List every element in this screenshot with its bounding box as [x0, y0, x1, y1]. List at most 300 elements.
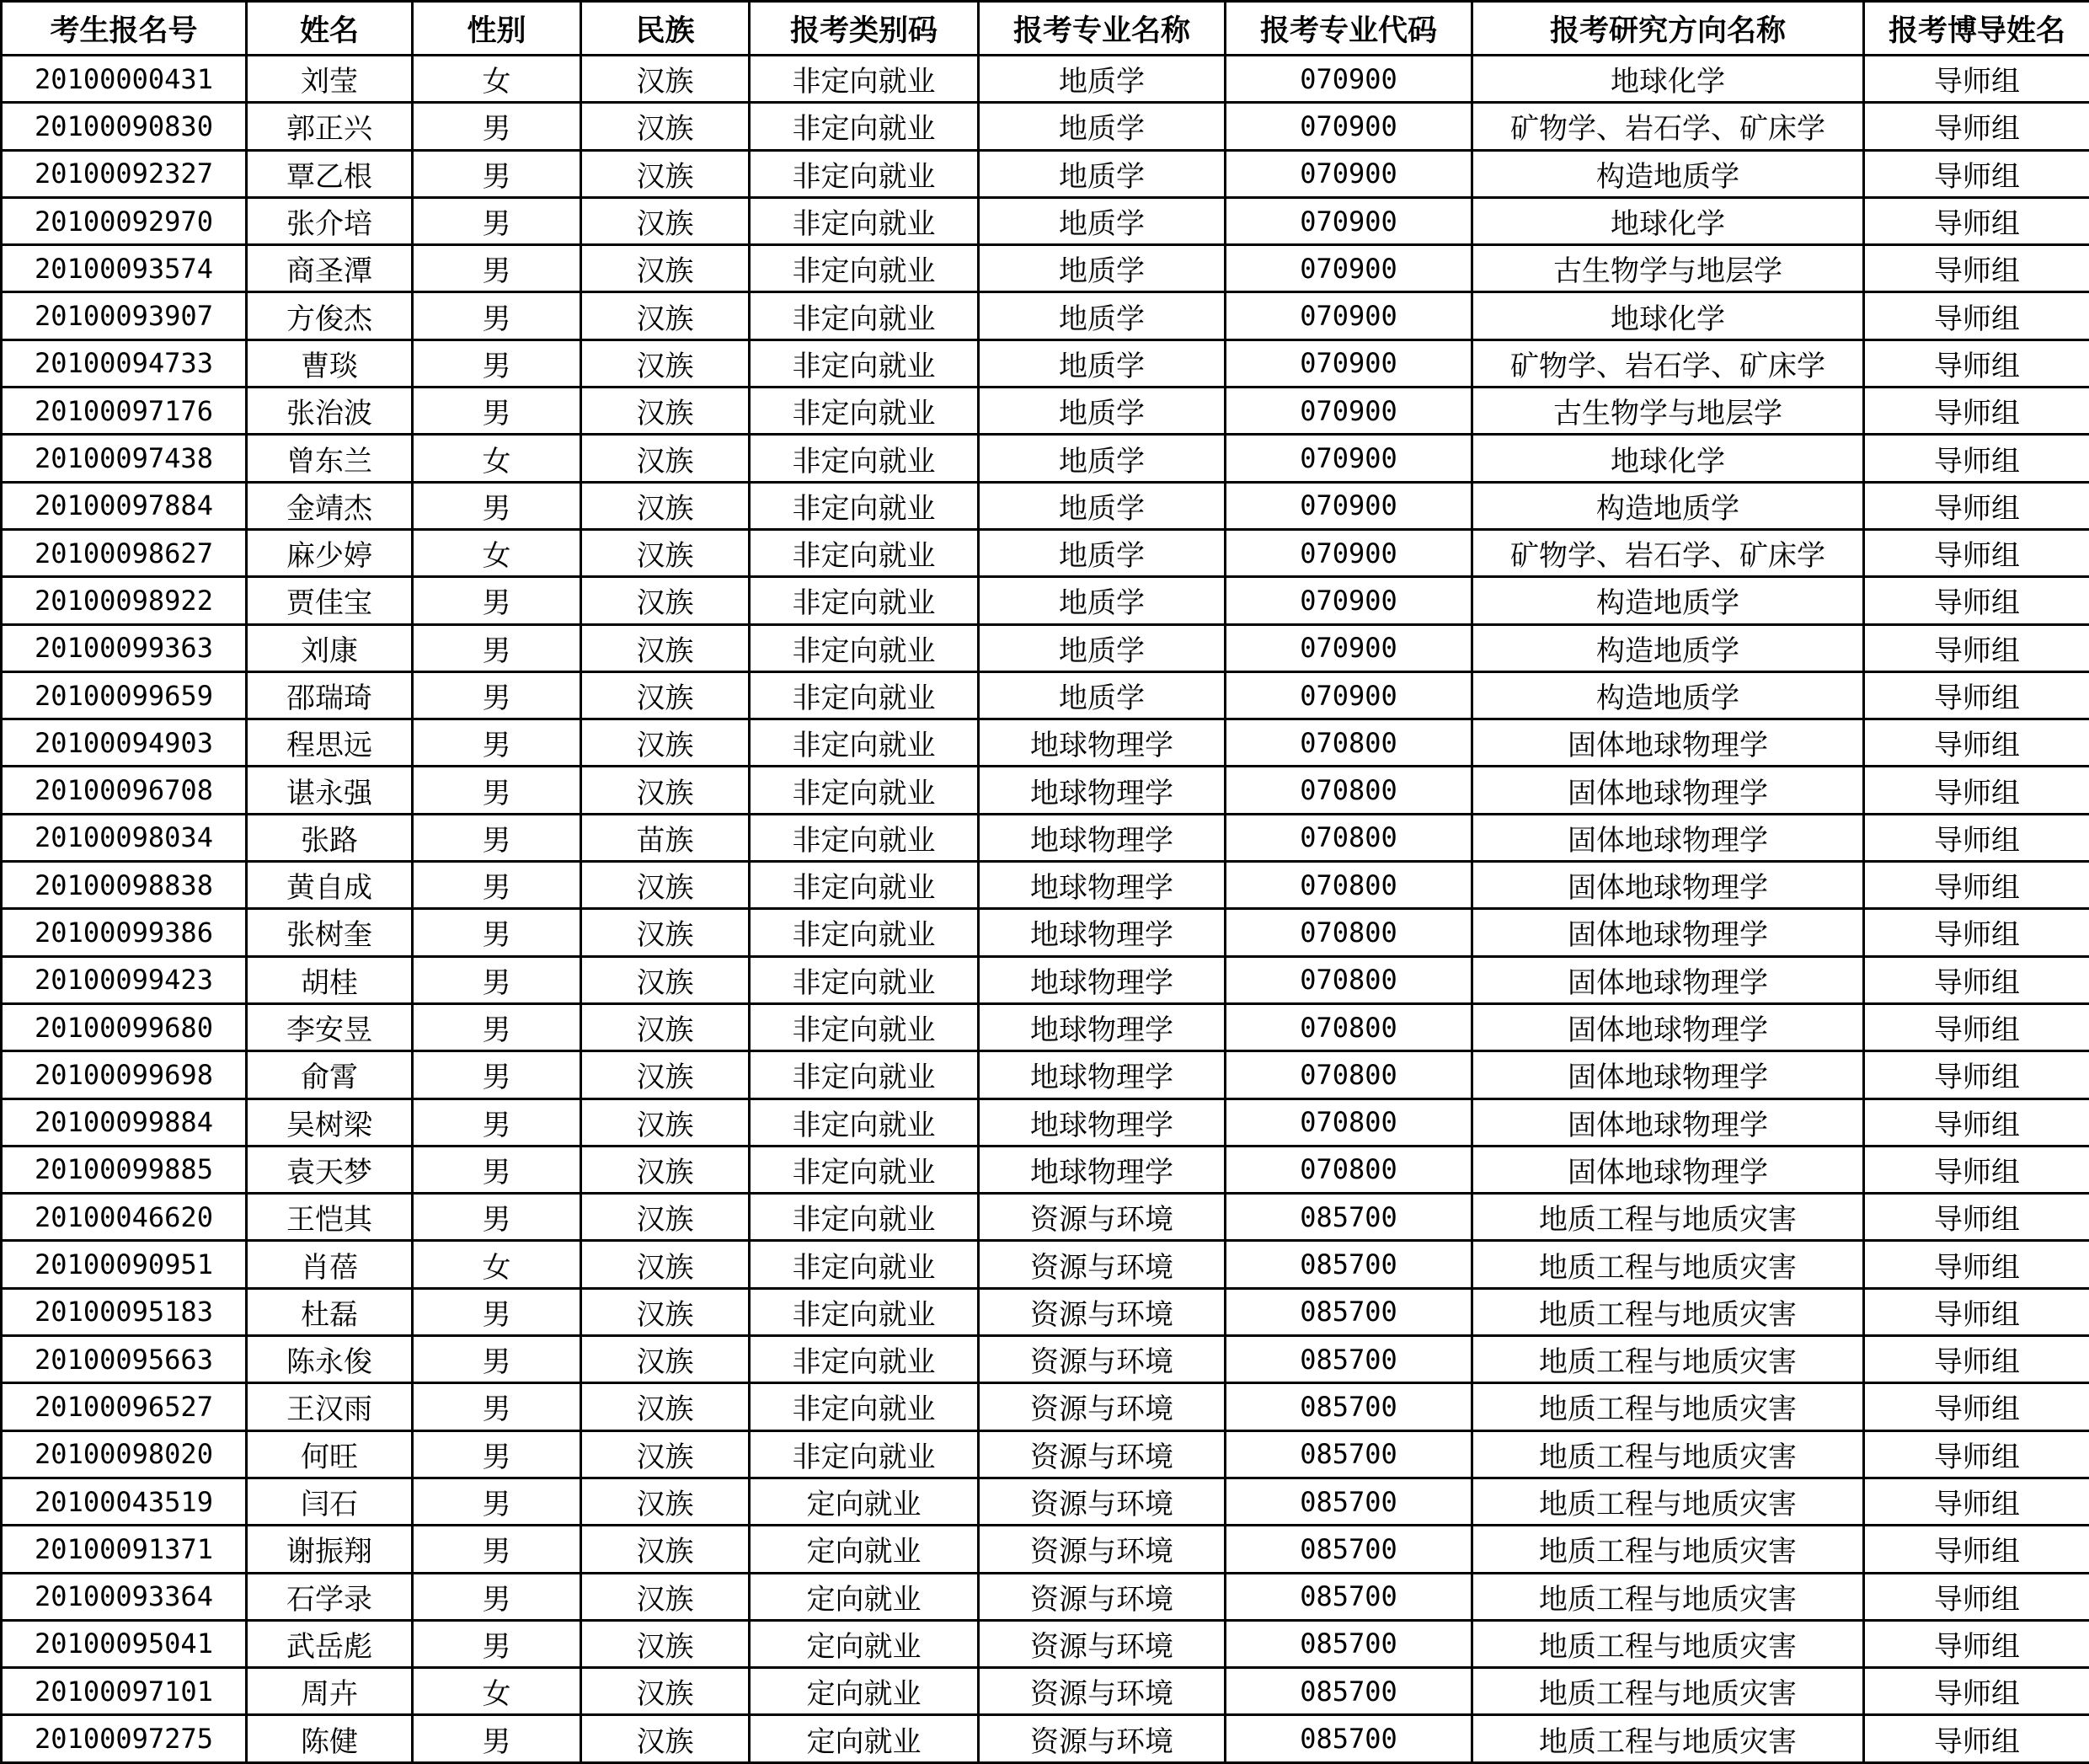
table-row — [2, 1620, 2089, 1667]
supervisor-cell: 导师组 — [1864, 1668, 2089, 1715]
gender-cell: 男 — [413, 862, 581, 909]
name-cell: 方俊杰 — [247, 292, 413, 339]
major-code-cell: 070900 — [1226, 103, 1472, 150]
ethnicity-cell: 汉族 — [581, 671, 750, 719]
name-cell: 郭正兴 — [247, 103, 413, 150]
table-row — [2, 767, 2089, 814]
table-row — [2, 292, 2089, 339]
name-cell: 邵瑞琦 — [247, 671, 413, 719]
major-name-cell: 资源与环境 — [979, 1668, 1226, 1715]
supervisor-cell: 导师组 — [1864, 1098, 2089, 1146]
research-direction-cell: 构造地质学 — [1472, 150, 1864, 197]
ethnicity-cell: 汉族 — [581, 1241, 750, 1288]
name-cell: 谌永强 — [247, 767, 413, 814]
research-direction-cell: 古生物学与地层学 — [1472, 388, 1864, 435]
name-cell: 何旺 — [247, 1430, 413, 1478]
research-direction-cell: 地质工程与地质灾害 — [1472, 1620, 1864, 1667]
category-cell: 非定向就业 — [750, 1051, 979, 1098]
research-direction-cell: 固体地球物理学 — [1472, 814, 1864, 861]
table-row — [2, 1573, 2089, 1620]
gender-cell: 男 — [413, 1430, 581, 1478]
category-cell: 非定向就业 — [750, 814, 979, 861]
table-row — [2, 1241, 2089, 1288]
applicant-id-cell: 20100097438 — [2, 435, 247, 482]
applicant-id-cell: 20100098020 — [2, 1430, 247, 1478]
major-name-cell: 地球物理学 — [979, 956, 1226, 1003]
research-direction-cell: 地球化学 — [1472, 56, 1864, 103]
supervisor-cell: 导师组 — [1864, 529, 2089, 576]
applicant-id-cell: 20100099680 — [2, 1003, 247, 1050]
major-code-cell: 070900 — [1226, 671, 1472, 719]
major-name-cell: 资源与环境 — [979, 1715, 1226, 1763]
major-code-cell: 085700 — [1226, 1241, 1472, 1288]
applicant-id-cell: 20100094903 — [2, 719, 247, 767]
major-name-cell: 地质学 — [979, 197, 1226, 244]
research-direction-cell: 固体地球物理学 — [1472, 956, 1864, 1003]
supervisor-cell: 导师组 — [1864, 767, 2089, 814]
gender-cell: 男 — [413, 1051, 581, 1098]
major-code-cell: 085700 — [1226, 1715, 1472, 1763]
name-cell: 曾东兰 — [247, 435, 413, 482]
supervisor-cell: 导师组 — [1864, 577, 2089, 624]
major-code-cell: 070800 — [1226, 1003, 1472, 1050]
research-direction-cell: 地质工程与地质灾害 — [1472, 1573, 1864, 1620]
supervisor-cell: 导师组 — [1864, 671, 2089, 719]
header-applicant-id: 考生报名号 — [2, 2, 247, 56]
ethnicity-cell: 汉族 — [581, 1003, 750, 1050]
major-code-cell: 070800 — [1226, 1146, 1472, 1193]
header-category-code: 报考类别码 — [750, 2, 979, 56]
major-code-cell: 070900 — [1226, 577, 1472, 624]
name-cell: 俞霄 — [247, 1051, 413, 1098]
name-cell: 商圣潭 — [247, 245, 413, 292]
header-ethnicity: 民族 — [581, 2, 750, 56]
ethnicity-cell: 汉族 — [581, 1288, 750, 1335]
major-code-cell: 085700 — [1226, 1478, 1472, 1525]
category-cell: 非定向就业 — [750, 862, 979, 909]
supervisor-cell: 导师组 — [1864, 1146, 2089, 1193]
applicant-id-cell: 20100096708 — [2, 767, 247, 814]
applicant-id-cell: 20100099698 — [2, 1051, 247, 1098]
applicant-id-cell: 20100099885 — [2, 1146, 247, 1193]
applicant-id-cell: 20100090951 — [2, 1241, 247, 1288]
major-code-cell: 070800 — [1226, 814, 1472, 861]
name-cell: 吴树梁 — [247, 1098, 413, 1146]
major-name-cell: 地质学 — [979, 529, 1226, 576]
applicant-id-cell: 20100046620 — [2, 1194, 247, 1241]
supervisor-cell: 导师组 — [1864, 103, 2089, 150]
applicant-id-cell: 20100090830 — [2, 103, 247, 150]
supervisor-cell: 导师组 — [1864, 1383, 2089, 1430]
gender-cell: 男 — [413, 1194, 581, 1241]
supervisor-cell: 导师组 — [1864, 719, 2089, 767]
table-row — [2, 197, 2089, 244]
category-cell: 非定向就业 — [750, 482, 979, 529]
supervisor-cell: 导师组 — [1864, 292, 2089, 339]
table-row — [2, 624, 2089, 671]
category-cell: 非定向就业 — [750, 197, 979, 244]
name-cell: 刘莹 — [247, 56, 413, 103]
supervisor-cell: 导师组 — [1864, 956, 2089, 1003]
applicant-id-cell: 20100094733 — [2, 339, 247, 387]
applicant-id-cell: 20100099363 — [2, 624, 247, 671]
table-row — [2, 482, 2089, 529]
name-cell: 覃乙根 — [247, 150, 413, 197]
major-name-cell: 地球物理学 — [979, 862, 1226, 909]
major-code-cell: 070900 — [1226, 388, 1472, 435]
research-direction-cell: 地质工程与地质灾害 — [1472, 1526, 1864, 1573]
table-row — [2, 577, 2089, 624]
table-row — [2, 150, 2089, 197]
major-name-cell: 地球物理学 — [979, 909, 1226, 956]
table-row — [2, 245, 2089, 292]
category-cell: 非定向就业 — [750, 1288, 979, 1335]
research-direction-cell: 固体地球物理学 — [1472, 1003, 1864, 1050]
ethnicity-cell: 汉族 — [581, 956, 750, 1003]
major-name-cell: 地质学 — [979, 245, 1226, 292]
gender-cell: 男 — [413, 1288, 581, 1335]
research-direction-cell: 矿物学、岩石学、矿床学 — [1472, 339, 1864, 387]
research-direction-cell: 地质工程与地质灾害 — [1472, 1478, 1864, 1525]
category-cell: 非定向就业 — [750, 150, 979, 197]
name-cell: 黄自成 — [247, 862, 413, 909]
research-direction-cell: 构造地质学 — [1472, 577, 1864, 624]
supervisor-cell: 导师组 — [1864, 197, 2089, 244]
major-code-cell: 085700 — [1226, 1194, 1472, 1241]
category-cell: 定向就业 — [750, 1478, 979, 1525]
table-row — [2, 1146, 2089, 1193]
name-cell: 张介培 — [247, 197, 413, 244]
gender-cell: 男 — [413, 1003, 581, 1050]
gender-cell: 男 — [413, 767, 581, 814]
gender-cell: 男 — [413, 292, 581, 339]
applicant-id-cell: 20100099423 — [2, 956, 247, 1003]
major-name-cell: 地球物理学 — [979, 767, 1226, 814]
major-name-cell: 地球物理学 — [979, 1146, 1226, 1193]
ethnicity-cell: 汉族 — [581, 529, 750, 576]
ethnicity-cell: 汉族 — [581, 1051, 750, 1098]
major-code-cell: 085700 — [1226, 1336, 1472, 1383]
gender-cell: 女 — [413, 1668, 581, 1715]
major-code-cell: 085700 — [1226, 1383, 1472, 1430]
name-cell: 周卉 — [247, 1668, 413, 1715]
category-cell: 非定向就业 — [750, 103, 979, 150]
gender-cell: 男 — [413, 197, 581, 244]
major-name-cell: 资源与环境 — [979, 1430, 1226, 1478]
category-cell: 非定向就业 — [750, 435, 979, 482]
gender-cell: 男 — [413, 103, 581, 150]
major-name-cell: 资源与环境 — [979, 1194, 1226, 1241]
supervisor-cell: 导师组 — [1864, 909, 2089, 956]
name-cell: 肖蓓 — [247, 1241, 413, 1288]
major-name-cell: 资源与环境 — [979, 1478, 1226, 1525]
major-name-cell: 地球物理学 — [979, 1098, 1226, 1146]
applicant-id-cell: 20100097884 — [2, 482, 247, 529]
ethnicity-cell: 苗族 — [581, 814, 750, 861]
ethnicity-cell: 汉族 — [581, 1573, 750, 1620]
major-name-cell: 地质学 — [979, 482, 1226, 529]
name-cell: 袁天梦 — [247, 1146, 413, 1193]
gender-cell: 女 — [413, 56, 581, 103]
category-cell: 定向就业 — [750, 1715, 979, 1763]
gender-cell: 男 — [413, 671, 581, 719]
research-direction-cell: 地质工程与地质灾害 — [1472, 1430, 1864, 1478]
major-code-cell: 085700 — [1226, 1668, 1472, 1715]
name-cell: 陈永俊 — [247, 1336, 413, 1383]
gender-cell: 男 — [413, 1098, 581, 1146]
name-cell: 张治波 — [247, 388, 413, 435]
applicant-id-cell: 20100099659 — [2, 671, 247, 719]
ethnicity-cell: 汉族 — [581, 1194, 750, 1241]
applicant-id-cell: 20100098034 — [2, 814, 247, 861]
research-direction-cell: 构造地质学 — [1472, 624, 1864, 671]
category-cell: 非定向就业 — [750, 767, 979, 814]
major-code-cell: 070800 — [1226, 1098, 1472, 1146]
category-cell: 非定向就业 — [750, 56, 979, 103]
applicant-id-cell: 20100093907 — [2, 292, 247, 339]
major-name-cell: 地质学 — [979, 339, 1226, 387]
gender-cell: 男 — [413, 1383, 581, 1430]
applicant-id-cell: 20100093364 — [2, 1573, 247, 1620]
supervisor-cell: 导师组 — [1864, 1288, 2089, 1335]
major-code-cell: 070900 — [1226, 150, 1472, 197]
gender-cell: 女 — [413, 435, 581, 482]
supervisor-cell: 导师组 — [1864, 814, 2089, 861]
major-name-cell: 地质学 — [979, 56, 1226, 103]
ethnicity-cell: 汉族 — [581, 245, 750, 292]
major-code-cell: 070800 — [1226, 1051, 1472, 1098]
supervisor-cell: 导师组 — [1864, 339, 2089, 387]
name-cell: 李安昱 — [247, 1003, 413, 1050]
research-direction-cell: 构造地质学 — [1472, 671, 1864, 719]
research-direction-cell: 地质工程与地质灾害 — [1472, 1241, 1864, 1288]
major-name-cell: 资源与环境 — [979, 1288, 1226, 1335]
supervisor-cell: 导师组 — [1864, 1526, 2089, 1573]
gender-cell: 男 — [413, 719, 581, 767]
category-cell: 非定向就业 — [750, 1194, 979, 1241]
major-name-cell: 资源与环境 — [979, 1241, 1226, 1288]
applicant-id-cell: 20100096527 — [2, 1383, 247, 1430]
gender-cell: 男 — [413, 1573, 581, 1620]
name-cell: 王汉雨 — [247, 1383, 413, 1430]
table-row — [2, 339, 2089, 387]
gender-cell: 男 — [413, 1146, 581, 1193]
applicant-id-cell: 20100043519 — [2, 1478, 247, 1525]
major-code-cell: 085700 — [1226, 1573, 1472, 1620]
research-direction-cell: 地质工程与地质灾害 — [1472, 1383, 1864, 1430]
ethnicity-cell: 汉族 — [581, 103, 750, 150]
ethnicity-cell: 汉族 — [581, 1526, 750, 1573]
table-row — [2, 862, 2089, 909]
table-row — [2, 719, 2089, 767]
research-direction-cell: 固体地球物理学 — [1472, 909, 1864, 956]
ethnicity-cell: 汉族 — [581, 1430, 750, 1478]
header-supervisor: 报考博导姓名 — [1864, 2, 2089, 56]
name-cell: 陈健 — [247, 1715, 413, 1763]
applicant-id-cell: 20100095041 — [2, 1620, 247, 1667]
research-direction-cell: 固体地球物理学 — [1472, 767, 1864, 814]
table-body — [2, 56, 2089, 1763]
gender-cell: 男 — [413, 909, 581, 956]
ethnicity-cell: 汉族 — [581, 767, 750, 814]
gender-cell: 男 — [413, 339, 581, 387]
category-cell: 非定向就业 — [750, 1383, 979, 1430]
ethnicity-cell: 汉族 — [581, 862, 750, 909]
name-cell: 闫石 — [247, 1478, 413, 1525]
header-name: 姓名 — [247, 2, 413, 56]
name-cell: 石学录 — [247, 1573, 413, 1620]
table-row — [2, 56, 2089, 103]
ethnicity-cell: 汉族 — [581, 197, 750, 244]
major-code-cell: 070900 — [1226, 292, 1472, 339]
name-cell: 贾佳宝 — [247, 577, 413, 624]
supervisor-cell: 导师组 — [1864, 1241, 2089, 1288]
research-direction-cell: 地球化学 — [1472, 292, 1864, 339]
gender-cell: 女 — [413, 529, 581, 576]
gender-cell: 女 — [413, 1241, 581, 1288]
category-cell: 非定向就业 — [750, 388, 979, 435]
table-row — [2, 1288, 2089, 1335]
major-name-cell: 资源与环境 — [979, 1573, 1226, 1620]
ethnicity-cell: 汉族 — [581, 1668, 750, 1715]
research-direction-cell: 古生物学与地层学 — [1472, 245, 1864, 292]
supervisor-cell: 导师组 — [1864, 1003, 2089, 1050]
major-code-cell: 070800 — [1226, 909, 1472, 956]
supervisor-cell: 导师组 — [1864, 1194, 2089, 1241]
applicant-id-cell: 20100095663 — [2, 1336, 247, 1383]
table-row — [2, 1003, 2089, 1050]
supervisor-cell: 导师组 — [1864, 862, 2089, 909]
supervisor-cell: 导师组 — [1864, 1715, 2089, 1763]
header-major-name: 报考专业名称 — [979, 2, 1226, 56]
table-row — [2, 1668, 2089, 1715]
category-cell: 非定向就业 — [750, 624, 979, 671]
major-code-cell: 070800 — [1226, 719, 1472, 767]
major-name-cell: 地球物理学 — [979, 1051, 1226, 1098]
table-row — [2, 909, 2089, 956]
header-row — [2, 2, 2089, 56]
table-row — [2, 1098, 2089, 1146]
research-direction-cell: 固体地球物理学 — [1472, 1051, 1864, 1098]
major-name-cell: 资源与环境 — [979, 1383, 1226, 1430]
major-name-cell: 地球物理学 — [979, 1003, 1226, 1050]
category-cell: 定向就业 — [750, 1526, 979, 1573]
applicant-id-cell: 20100098627 — [2, 529, 247, 576]
name-cell: 曹琰 — [247, 339, 413, 387]
major-code-cell: 070900 — [1226, 245, 1472, 292]
applicant-id-cell: 20100099884 — [2, 1098, 247, 1146]
research-direction-cell: 固体地球物理学 — [1472, 719, 1864, 767]
applicant-id-cell: 20100092327 — [2, 150, 247, 197]
major-name-cell: 资源与环境 — [979, 1336, 1226, 1383]
category-cell: 非定向就业 — [750, 719, 979, 767]
supervisor-cell: 导师组 — [1864, 1336, 2089, 1383]
supervisor-cell: 导师组 — [1864, 150, 2089, 197]
category-cell: 非定向就业 — [750, 1003, 979, 1050]
table-row — [2, 435, 2089, 482]
ethnicity-cell: 汉族 — [581, 339, 750, 387]
major-name-cell: 地质学 — [979, 292, 1226, 339]
ethnicity-cell: 汉族 — [581, 577, 750, 624]
major-code-cell: 070900 — [1226, 624, 1472, 671]
name-cell: 刘康 — [247, 624, 413, 671]
name-cell: 金靖杰 — [247, 482, 413, 529]
applicant-id-cell: 20100097101 — [2, 1668, 247, 1715]
major-code-cell: 070900 — [1226, 197, 1472, 244]
applicant-id-cell: 20100099386 — [2, 909, 247, 956]
table-row — [2, 103, 2089, 150]
category-cell: 非定向就业 — [750, 1146, 979, 1193]
research-direction-cell: 矿物学、岩石学、矿床学 — [1472, 529, 1864, 576]
ethnicity-cell: 汉族 — [581, 1336, 750, 1383]
research-direction-cell: 固体地球物理学 — [1472, 1098, 1864, 1146]
table-row — [2, 814, 2089, 861]
major-code-cell: 085700 — [1226, 1430, 1472, 1478]
name-cell: 谢振翔 — [247, 1526, 413, 1573]
ethnicity-cell: 汉族 — [581, 1146, 750, 1193]
supervisor-cell: 导师组 — [1864, 1573, 2089, 1620]
ethnicity-cell: 汉族 — [581, 388, 750, 435]
research-direction-cell: 地质工程与地质灾害 — [1472, 1336, 1864, 1383]
major-code-cell: 070900 — [1226, 339, 1472, 387]
research-direction-cell: 地质工程与地质灾害 — [1472, 1715, 1864, 1763]
major-name-cell: 地质学 — [979, 577, 1226, 624]
research-direction-cell: 矿物学、岩石学、矿床学 — [1472, 103, 1864, 150]
major-code-cell: 070800 — [1226, 767, 1472, 814]
header-research-direction: 报考研究方向名称 — [1472, 2, 1864, 56]
table-row — [2, 1051, 2089, 1098]
category-cell: 非定向就业 — [750, 529, 979, 576]
category-cell: 非定向就业 — [750, 245, 979, 292]
table-row — [2, 1526, 2089, 1573]
major-name-cell: 地质学 — [979, 624, 1226, 671]
ethnicity-cell: 汉族 — [581, 909, 750, 956]
supervisor-cell: 导师组 — [1864, 435, 2089, 482]
major-code-cell: 085700 — [1226, 1526, 1472, 1573]
ethnicity-cell: 汉族 — [581, 1620, 750, 1667]
supervisor-cell: 导师组 — [1864, 1430, 2089, 1478]
research-direction-cell: 固体地球物理学 — [1472, 862, 1864, 909]
supervisor-cell: 导师组 — [1864, 1478, 2089, 1525]
ethnicity-cell: 汉族 — [581, 1478, 750, 1525]
applicant-id-cell: 20100097275 — [2, 1715, 247, 1763]
table-row — [2, 1383, 2089, 1430]
major-code-cell: 070900 — [1226, 482, 1472, 529]
major-name-cell: 资源与环境 — [979, 1620, 1226, 1667]
category-cell: 非定向就业 — [750, 1098, 979, 1146]
gender-cell: 男 — [413, 814, 581, 861]
supervisor-cell: 导师组 — [1864, 388, 2089, 435]
ethnicity-cell: 汉族 — [581, 292, 750, 339]
supervisor-cell: 导师组 — [1864, 482, 2089, 529]
category-cell: 定向就业 — [750, 1573, 979, 1620]
name-cell: 麻少婷 — [247, 529, 413, 576]
ethnicity-cell: 汉族 — [581, 1715, 750, 1763]
major-name-cell: 地球物理学 — [979, 719, 1226, 767]
research-direction-cell: 地球化学 — [1472, 435, 1864, 482]
applicant-id-cell: 20100092970 — [2, 197, 247, 244]
major-name-cell: 地质学 — [979, 388, 1226, 435]
category-cell: 非定向就业 — [750, 577, 979, 624]
gender-cell: 男 — [413, 482, 581, 529]
major-code-cell: 070800 — [1226, 956, 1472, 1003]
gender-cell: 男 — [413, 1478, 581, 1525]
research-direction-cell: 地质工程与地质灾害 — [1472, 1288, 1864, 1335]
ethnicity-cell: 汉族 — [581, 624, 750, 671]
name-cell: 杜磊 — [247, 1288, 413, 1335]
category-cell: 非定向就业 — [750, 339, 979, 387]
gender-cell: 男 — [413, 1336, 581, 1383]
